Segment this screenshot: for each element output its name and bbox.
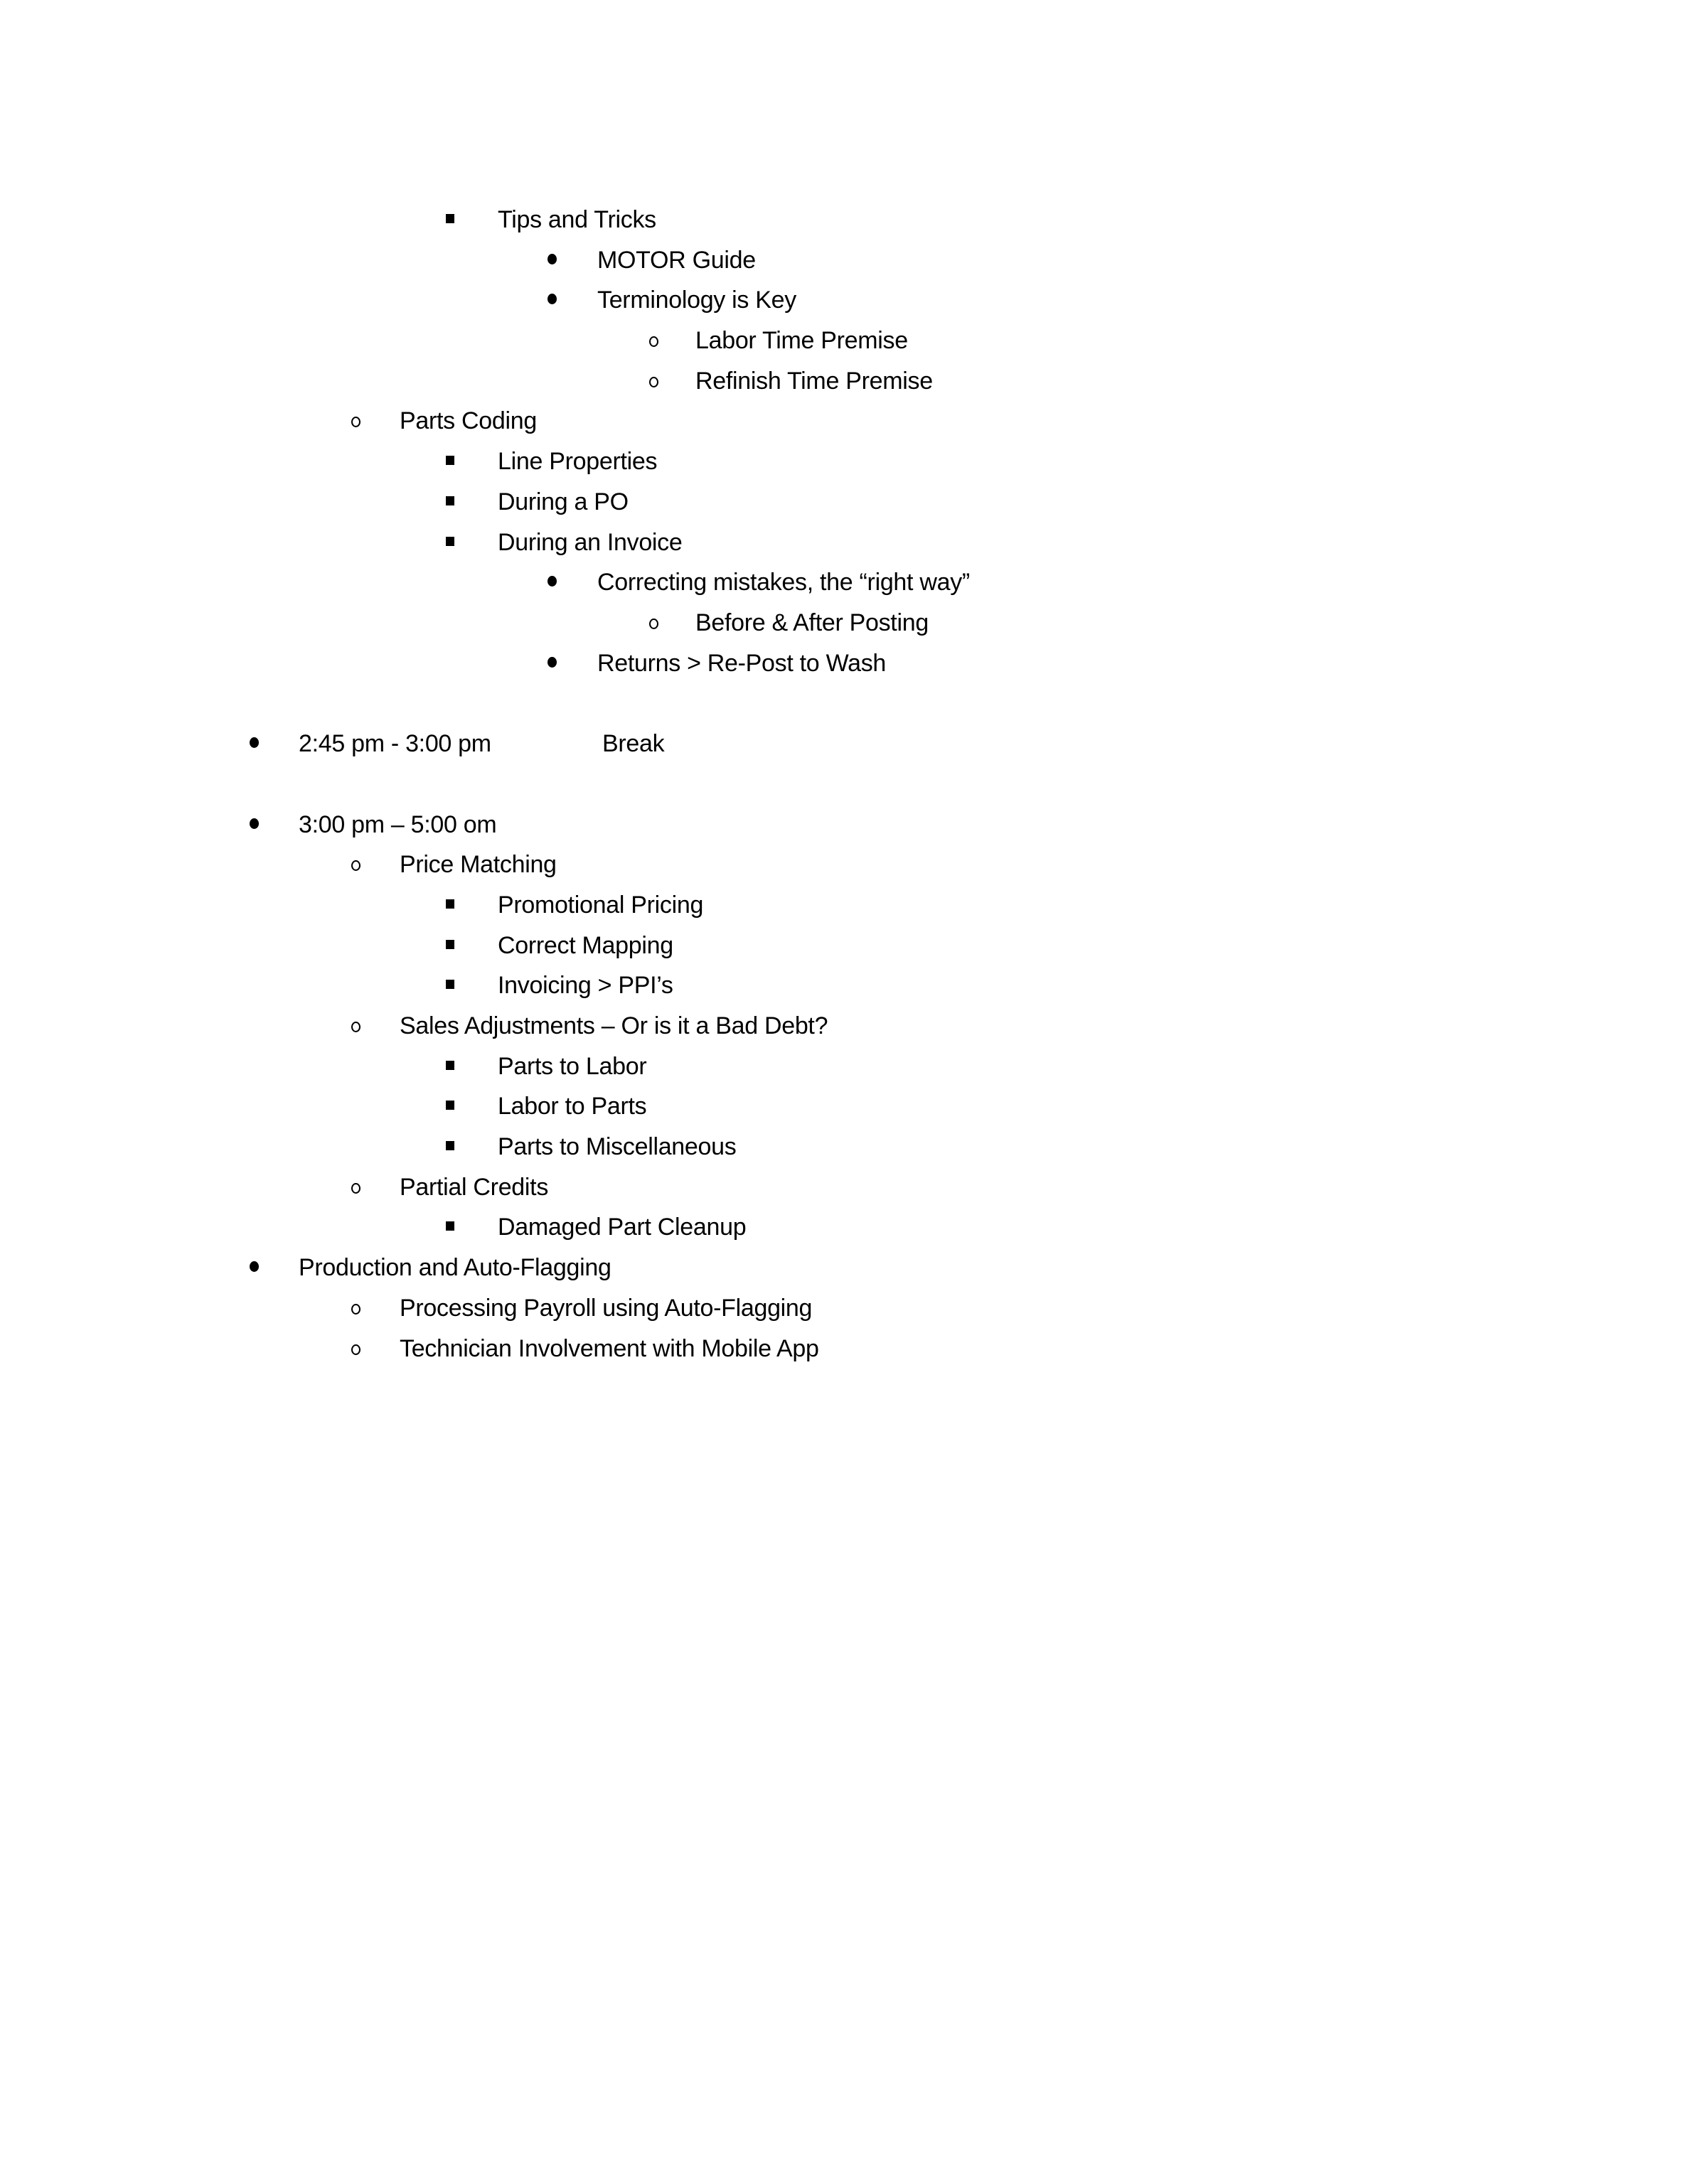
list-item-text: Before & After Posting bbox=[695, 609, 929, 636]
agenda-item-text: Break bbox=[602, 730, 665, 757]
list-item-text: Invoicing > PPI’s bbox=[498, 972, 673, 999]
time-range-text: 3:00 pm – 5:00 om bbox=[299, 811, 497, 838]
list-item-text: Parts to Labor bbox=[498, 1053, 647, 1080]
square-bullet-icon bbox=[446, 1101, 454, 1110]
circle-bullet-icon bbox=[351, 1183, 360, 1194]
list-item-text: Tips and Tricks bbox=[498, 206, 656, 233]
list-item-text: Refinish Time Premise bbox=[695, 368, 933, 395]
list-item bbox=[0, 488, 1688, 528]
list-item bbox=[0, 810, 1688, 851]
circle-bullet-icon bbox=[351, 417, 360, 427]
list-item-text: Partial Credits bbox=[400, 1174, 549, 1201]
list-item-text: Returns > Re-Post to Wash bbox=[597, 650, 887, 677]
list-item bbox=[0, 729, 1688, 770]
list-item-text: Parts to Miscellaneous bbox=[498, 1133, 737, 1160]
list-item-text: Damaged Part Cleanup bbox=[498, 1214, 747, 1241]
list-item bbox=[0, 850, 1688, 891]
list-item bbox=[0, 649, 1688, 690]
list-item-text: Terminology is Key bbox=[597, 287, 796, 314]
list-item bbox=[0, 1213, 1688, 1253]
square-bullet-icon bbox=[446, 980, 454, 989]
circle-bullet-icon bbox=[351, 1304, 360, 1315]
disc-bullet-icon bbox=[547, 294, 557, 304]
list-item bbox=[0, 1294, 1688, 1334]
disc-bullet-icon bbox=[250, 1261, 259, 1272]
disc-bullet-icon bbox=[250, 737, 259, 748]
list-item-text: During an Invoice bbox=[498, 529, 683, 556]
list-item-text: Processing Payroll using Auto-Flagging bbox=[400, 1295, 813, 1322]
list-item bbox=[0, 1133, 1688, 1173]
disc-bullet-icon bbox=[547, 576, 557, 587]
square-bullet-icon bbox=[446, 496, 454, 505]
list-item bbox=[0, 609, 1688, 649]
square-bullet-icon bbox=[446, 899, 454, 909]
list-item-text: Production and Auto-Flagging bbox=[299, 1254, 611, 1281]
circle-bullet-icon bbox=[351, 1344, 360, 1355]
list-item-text: Correcting mistakes, the “right way” bbox=[597, 569, 970, 596]
list-item-text: Technician Involvement with Mobile App bbox=[400, 1335, 819, 1362]
list-item bbox=[0, 447, 1688, 488]
list-item-text: Labor to Parts bbox=[498, 1093, 647, 1120]
list-item-text: Price Matching bbox=[400, 851, 557, 878]
disc-bullet-icon bbox=[250, 818, 259, 829]
square-bullet-icon bbox=[446, 1141, 454, 1150]
square-bullet-icon bbox=[446, 940, 454, 949]
list-item bbox=[0, 891, 1688, 931]
list-item bbox=[0, 286, 1688, 326]
list-item bbox=[0, 1173, 1688, 1214]
list-item-text: During a PO bbox=[498, 488, 629, 515]
list-item bbox=[0, 528, 1688, 569]
list-item-text: Promotional Pricing bbox=[498, 892, 704, 919]
circle-bullet-icon bbox=[649, 336, 658, 347]
list-item-text: Labor Time Premise bbox=[695, 327, 908, 354]
circle-bullet-icon bbox=[351, 860, 360, 871]
time-range-text: 2:45 pm - 3:00 pm bbox=[299, 730, 491, 757]
list-item bbox=[0, 931, 1688, 972]
square-bullet-icon bbox=[446, 214, 454, 223]
list-item-text: Sales Adjustments – Or is it a Bad Debt? bbox=[400, 1012, 828, 1039]
disc-bullet-icon bbox=[547, 657, 557, 668]
list-item bbox=[0, 367, 1688, 407]
square-bullet-icon bbox=[446, 537, 454, 546]
list-item-text: Line Properties bbox=[498, 448, 658, 475]
circle-bullet-icon bbox=[649, 377, 658, 387]
list-item bbox=[0, 246, 1688, 287]
circle-bullet-icon bbox=[351, 1022, 360, 1032]
list-item bbox=[0, 1012, 1688, 1052]
list-item bbox=[0, 971, 1688, 1012]
list-item bbox=[0, 1092, 1688, 1133]
list-item bbox=[0, 1334, 1688, 1375]
square-bullet-icon bbox=[446, 456, 454, 465]
list-item bbox=[0, 568, 1688, 609]
list-item-text: Correct Mapping bbox=[498, 932, 673, 959]
list-item bbox=[0, 1253, 1688, 1294]
disc-bullet-icon bbox=[547, 254, 557, 264]
list-item bbox=[0, 1052, 1688, 1093]
square-bullet-icon bbox=[446, 1221, 454, 1231]
square-bullet-icon bbox=[446, 1061, 454, 1070]
list-item bbox=[0, 407, 1688, 447]
list-item-text: Parts Coding bbox=[400, 407, 537, 434]
list-item-text: MOTOR Guide bbox=[597, 247, 756, 274]
list-item bbox=[0, 326, 1688, 367]
circle-bullet-icon bbox=[649, 619, 658, 629]
list-item bbox=[0, 205, 1688, 246]
